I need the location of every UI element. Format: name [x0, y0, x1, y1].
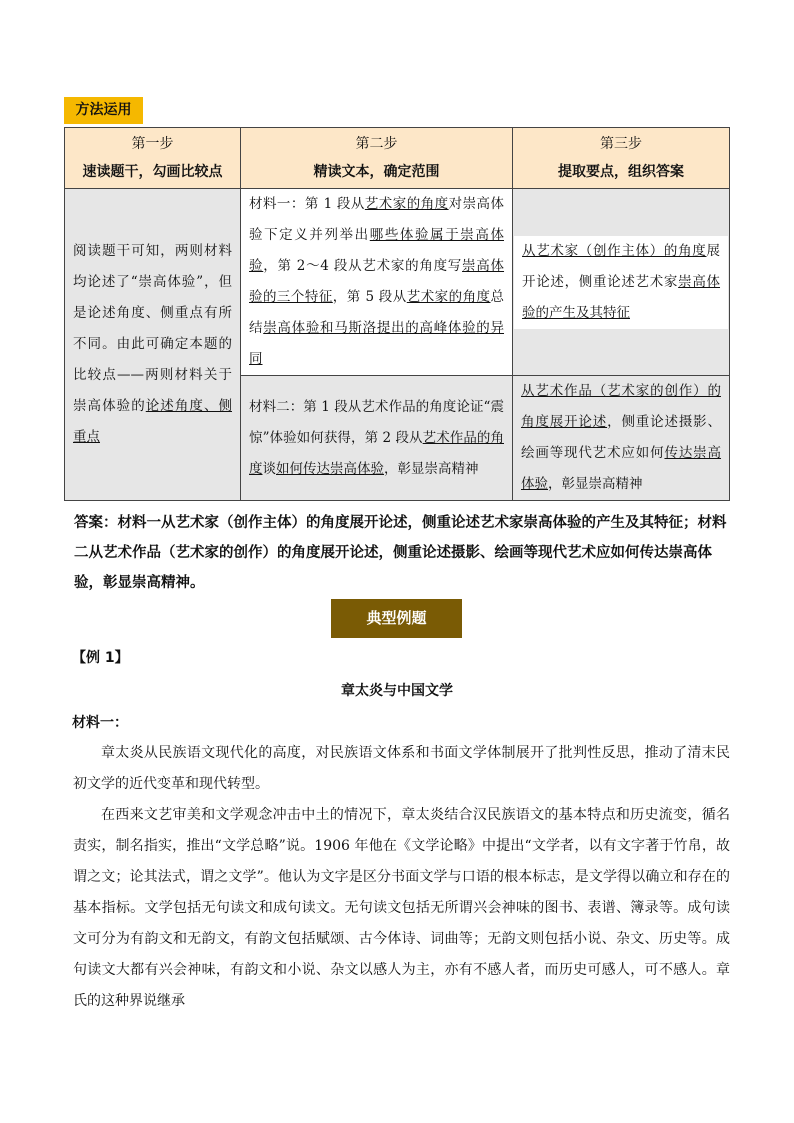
step-subtitle: 精读文本，确定范围	[313, 164, 440, 180]
cell-text: 总结	[249, 289, 505, 336]
material2-cell	[241, 376, 513, 501]
underlined-text: 传达崇高体验	[521, 445, 722, 492]
underlined-text: 艺术家的角度	[406, 289, 491, 305]
underlined-text: 崇高体验和马斯洛提出的高峰体验的异同	[249, 320, 505, 367]
step-title: 第三步	[600, 136, 642, 152]
step-title: 第二步	[355, 136, 398, 152]
step1-text: 阅读题干可知，两则材料均论述了“崇高体验”，但是论述角度、侧重点有所不同。由此可确定本题的比较点——两则材料关于崇高体验的	[73, 243, 232, 414]
cell-text: 对崇高体验下定义并列举出	[249, 196, 505, 243]
step1-cell	[65, 189, 241, 501]
answer1-cell	[513, 189, 730, 376]
article-body	[73, 738, 730, 1017]
underlined-text: 崇高体验的产生及其特征	[522, 273, 721, 321]
underlined-text: 从艺术作品（艺术家的创作）的角度	[521, 383, 721, 430]
paragraph: 在西来文艺审美和文学观念冲击中土的情况下，章太炎结合汉民族语文的基本特点和历史流变，循名责实，制名指实，推出“文学总略”说。1906 年他在《文学论略》中提出“文学者，以有文字著于竹帛，故谓之文；论其法式，谓之文学”。他认为文字是区分书面文学与口语的根本标志，是文学得以确立和存在的基本指标。文学包括无句读文和成句读文。无句读文包括无所谓兴会神味的图书、表谱、簿录等。成句读文可分为有韵文和无韵文，有韵文包括赋颂、古今体诗、词曲等；无韵文则包括小说、杂文、历史等。成句读文大都有兴会神味，有韵文和小说、杂文以感人为主，亦有不感人者，而历史可感人，可不感人。章氏的这种界说继承	[73, 807, 730, 1009]
article-title: 章太炎与中国文学	[341, 683, 453, 699]
step-header	[241, 128, 513, 189]
answer-paragraph: 答案：材料一从艺术家（创作主体）的角度展开论述，侧重论述艺术家崇高体验的产生及其特征；材料二从艺术作品（艺术家的创作）的角度展开论述，侧重论述摄影、绘画等现代艺术应如何传达崇高体验，彰显崇高精神。	[74, 515, 727, 591]
underlined-text: 展开论述	[549, 414, 608, 430]
typical-examples-banner: 典型例题	[331, 599, 462, 638]
underlined-text: 艺术作品的角度	[249, 429, 504, 477]
underlined-text: 哪些体验属于崇高体验	[249, 227, 504, 274]
cell-text: 材料二：第 1 段从艺术作品的角度论证“震惊”体验如何获得，第 2 段从	[249, 398, 504, 446]
example-label: 【例 1】	[72, 650, 129, 666]
answer2-cell	[513, 376, 730, 501]
underlined-text: 从艺术家（创作主体）的角度	[522, 242, 707, 259]
cell-text: 展开论述，侧重论述艺术家	[522, 242, 720, 290]
underlined-text: 如何传达崇高体验	[276, 460, 384, 477]
underlined-text: 崇高体验的三个特征	[249, 258, 505, 305]
underlined-text: 艺术家的角度	[364, 196, 449, 212]
method-table	[64, 127, 730, 501]
step-title: 第一步	[131, 136, 174, 152]
table-row	[65, 189, 730, 376]
cell-text: ，彰显崇高精神	[384, 460, 479, 477]
step-subtitle: 提取要点，组织答案	[558, 164, 684, 180]
material1-cell	[241, 189, 513, 376]
step-subtitle: 速读题干，勾画比较点	[82, 164, 223, 180]
step-header	[513, 128, 730, 189]
cell-text: ，第 5 段从	[332, 289, 407, 305]
cell-text: 材料一：第 1 段从	[249, 196, 365, 212]
paragraph: 章太炎从民族语文现代化的高度，对民族语文体系和书面文学体制展开了批判性反思，推动了清末民初文学的近代变革和现代转型。	[73, 745, 730, 792]
cell-text: ，彰显崇高精神	[548, 476, 643, 492]
cell-text: ，第 2～4 段从艺术家的角度写	[263, 258, 463, 274]
cell-text: 谈	[262, 460, 276, 477]
step1-underlined: 论述角度、侧重点	[73, 398, 232, 445]
cell-text: ，侧重论述摄影、绘画等现代艺术应如何	[521, 414, 722, 461]
step-header	[65, 128, 241, 189]
section-tag: 方法运用	[64, 97, 143, 124]
material-label: 材料一：	[72, 715, 128, 731]
table-header-row	[65, 128, 730, 189]
